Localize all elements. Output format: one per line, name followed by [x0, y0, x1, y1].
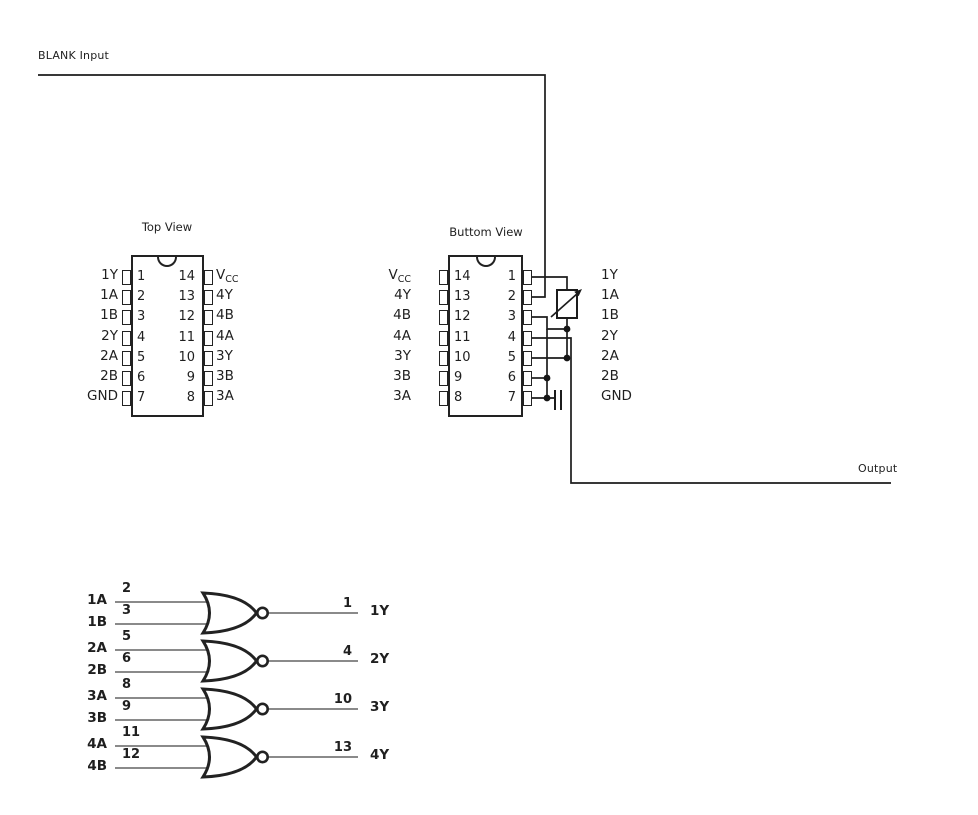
- ic-top-view-right-pin-number: 12: [178, 309, 195, 324]
- ic-top-view-left-pin-label: 1B: [100, 307, 118, 323]
- ic-bottom-view-right-pin-stub: [523, 270, 532, 285]
- gate-1-inversion-bubble: [257, 608, 267, 618]
- gate-2-inversion-bubble: [257, 656, 267, 666]
- ic-top-view-right-pin-number: 14: [178, 269, 195, 284]
- gate-1-body: [203, 593, 257, 633]
- gate-3-input-b-pin-number: 9: [122, 699, 132, 714]
- ic-bottom-view-right-pin-label: 1A: [601, 287, 619, 303]
- gate-3-inversion-bubble: [257, 704, 267, 714]
- ic-bottom-view-right-pin-stub: [523, 351, 532, 366]
- ic-top-view-right-pin-stub: [204, 310, 213, 325]
- pin1-wire: [532, 277, 567, 290]
- ic-bottom-view-right-pin-number: 6: [507, 370, 516, 385]
- ic-bottom-view-left-pin-number: 13: [454, 289, 471, 304]
- ic-top-view-left-pin-label: 2B: [100, 368, 118, 384]
- ic-top-view-right-pin-label: 3Y: [216, 348, 233, 364]
- ic-top-view-right-pin-number: 11: [178, 330, 195, 345]
- gate-2-input-a-pin-number: 5: [122, 629, 132, 644]
- ic-top-view-right-pin-stub: [204, 351, 213, 366]
- junction-dot: [544, 375, 551, 382]
- gate-3-input-a-pin-number: 8: [122, 677, 132, 692]
- ic-bottom-view-left-pin-stub: [439, 310, 448, 325]
- ic-top-view-right-pin-number: 9: [186, 370, 195, 385]
- gate-4-body: [203, 737, 257, 777]
- ic-bottom-view-right-pin-stub: [523, 331, 532, 346]
- ic-bottom-view-left-pin-label: 4Y: [394, 287, 411, 303]
- ic-top-view-left-pin-label: 2Y: [101, 328, 118, 344]
- ic-top-view-left-pin-label: 2A: [100, 348, 118, 364]
- ic-bottom-view-left-pin-label: 3A: [393, 388, 411, 404]
- ic-bottom-view-right-pin-label: 2Y: [601, 328, 618, 344]
- ic-bottom-view-left-pin-stub: [439, 331, 448, 346]
- ic-bottom-view-right-pin-number: 7: [507, 390, 516, 405]
- output-label: Output: [858, 462, 898, 475]
- blank-input-label: BLANK Input: [38, 49, 110, 62]
- ic-top-view-left-pin-number: 7: [137, 390, 146, 405]
- ic-top-view-right-pin-label: 4B: [216, 307, 234, 323]
- output-wire: [532, 338, 891, 483]
- junction-dot: [564, 355, 571, 362]
- ic-bottom-view-right-pin-stub: [523, 310, 532, 325]
- capacitor: [555, 390, 561, 410]
- ic-top-view-left-pin-stub: [122, 371, 131, 386]
- ic-top-view-right-pin-label: 4Y: [216, 287, 233, 303]
- gate-4-input-b-pin-number: 12: [122, 747, 141, 762]
- ic-top-view-right-pin-number: 8: [186, 390, 195, 405]
- ic-top-view-right-pin-stub: [204, 391, 213, 406]
- ic-top-view-left-pin-number: 4: [137, 330, 146, 345]
- ic-bottom-view-left-pin-label: 4A: [393, 328, 411, 344]
- ic-bottom-view-left-pin-number: 8: [454, 390, 463, 405]
- gate-4-output-label: 4Y: [370, 747, 390, 763]
- variable-resistor: [551, 289, 582, 329]
- top-view-title: Top View: [141, 220, 193, 234]
- ic-bottom-view-right-pin-number: 2: [507, 289, 516, 304]
- ic-top-view-left-pin-stub: [122, 310, 131, 325]
- ic-top-view-left-pin-number: 1: [137, 269, 146, 284]
- ic-bottom-view-left-pin-number: 12: [454, 309, 471, 324]
- ic-bottom-view-left-pin-stub: [439, 371, 448, 386]
- gate-1-input-a-label: 1A: [87, 592, 107, 608]
- gate-4-inversion-bubble: [257, 752, 267, 762]
- ic-bottom-view-right-pin-label: 1B: [601, 307, 619, 323]
- vcc-subscript: CC: [225, 274, 239, 285]
- bottom-view-title: Buttom View: [449, 225, 523, 239]
- ic-bottom-view-right-pin-label: 2B: [601, 368, 619, 384]
- gate-2-input-a-label: 2A: [87, 640, 107, 656]
- ic-bottom-view-right-pin-stub: [523, 391, 532, 406]
- ic-top-view-right-pin-number: 13: [178, 289, 195, 304]
- ic-top-view-left-pin-number: 6: [137, 370, 146, 385]
- gate-1-input-b-label: 1B: [87, 614, 107, 630]
- gate-2-output-label: 2Y: [370, 651, 390, 667]
- gate-3-input-a-label: 3A: [87, 688, 107, 704]
- gate-3-input-b-label: 3B: [87, 710, 107, 726]
- gate-2-body: [203, 641, 257, 681]
- gate-1-input-b-pin-number: 3: [122, 603, 132, 618]
- ic-bottom-view-left-pin-label: 3B: [393, 368, 411, 384]
- ic-top-view-left-pin-label: 1A: [100, 287, 118, 303]
- ic-bottom-view-right-pin-number: 4: [507, 330, 516, 345]
- ic-top-view-left-pin-number: 2: [137, 289, 146, 304]
- ic-bottom-view-right-pin-stub: [523, 290, 532, 305]
- ic-top-view-left-pin-label: GND: [87, 388, 118, 404]
- ic-bottom-view-right-pin-label: GND: [601, 388, 632, 404]
- gate-2-input-b-pin-number: 6: [122, 651, 132, 666]
- ic-top-view-left-pin-stub: [122, 290, 131, 305]
- ic-top-view-left-pin-stub: [122, 270, 131, 285]
- ic-bottom-view-right-pin-label: 1Y: [601, 267, 618, 283]
- ic-top-view-left-pin-number: 5: [137, 350, 146, 365]
- ic-bottom-view-right-pin-number: 3: [507, 309, 516, 324]
- ic-bottom-view-left-pin-stub: [439, 290, 448, 305]
- gate-2-input-b-label: 2B: [87, 662, 107, 678]
- ic-top-view-right-pin-stub: [204, 290, 213, 305]
- ic-top-view-right-pin-label: 3A: [216, 388, 234, 404]
- ic-bottom-view-right-pin-number: 5: [507, 350, 516, 365]
- ic-bottom-view-right-pin-label: 2A: [601, 348, 619, 364]
- ic-bottom-view-left-pin-stub: [439, 270, 448, 285]
- gate-1-output-label: 1Y: [370, 603, 390, 619]
- gate-4-output-pin-number: 13: [333, 740, 352, 755]
- ic-top-view-right-pin-label: 4A: [216, 328, 234, 344]
- gate-3-body: [203, 689, 257, 729]
- ic-bottom-view-right-pin-stub: [523, 371, 532, 386]
- ic-bottom-view-left-pin-stub: [439, 351, 448, 366]
- ic-bottom-view-left-pin-number: 14: [454, 269, 471, 284]
- ic-top-view-left-pin-label: 1Y: [101, 267, 118, 283]
- ic-bottom-view-left-pin-number: 9: [454, 370, 463, 385]
- ic-top-view-right-pin-stub: [204, 331, 213, 346]
- ic-top-view-left-pin-number: 3: [137, 309, 146, 324]
- gate-3-output-pin-number: 10: [333, 692, 352, 707]
- ic-bottom-view-left-pin-label: 4B: [393, 307, 411, 323]
- gate-4-input-b-label: 4B: [87, 758, 107, 774]
- junction-dot: [564, 326, 571, 333]
- ic-top-view-right-pin-stub: [204, 371, 213, 386]
- gate-2-output-pin-number: 4: [342, 644, 352, 659]
- ic-top-view-left-pin-stub: [122, 331, 131, 346]
- gate-4-input-a-pin-number: 11: [122, 725, 141, 740]
- gate-1-output-pin-number: 1: [342, 596, 352, 611]
- junction-dot: [544, 395, 551, 402]
- ic-bottom-view-left-pin-number: 11: [454, 330, 471, 345]
- ic-top-view-right-pin-label: $V_{CC}$: [216, 267, 239, 285]
- ic-bottom-view-right-pin-number: 1: [507, 269, 516, 284]
- gate-1-input-a-pin-number: 2: [122, 581, 132, 596]
- gate-3-output-label: 3Y: [370, 699, 390, 715]
- resistor-body: [557, 290, 577, 318]
- vcc-subscript: CC: [397, 274, 411, 285]
- ic-bottom-view-left-pin-number: 10: [454, 350, 471, 365]
- ic-top-view-left-pin-stub: [122, 391, 131, 406]
- ic-bottom-view-left-pin-stub: [439, 391, 448, 406]
- ic-top-view-right-pin-stub: [204, 270, 213, 285]
- ic-top-view-left-pin-stub: [122, 351, 131, 366]
- ic-bottom-view-left-pin-label: $V_{CC}$: [388, 267, 411, 285]
- ic-bottom-view-left-pin-label: 3Y: [394, 348, 411, 364]
- ic-top-view-right-pin-label: 3B: [216, 368, 234, 384]
- gate-4-input-a-label: 4A: [87, 736, 107, 752]
- ic-top-view-right-pin-number: 10: [178, 350, 195, 365]
